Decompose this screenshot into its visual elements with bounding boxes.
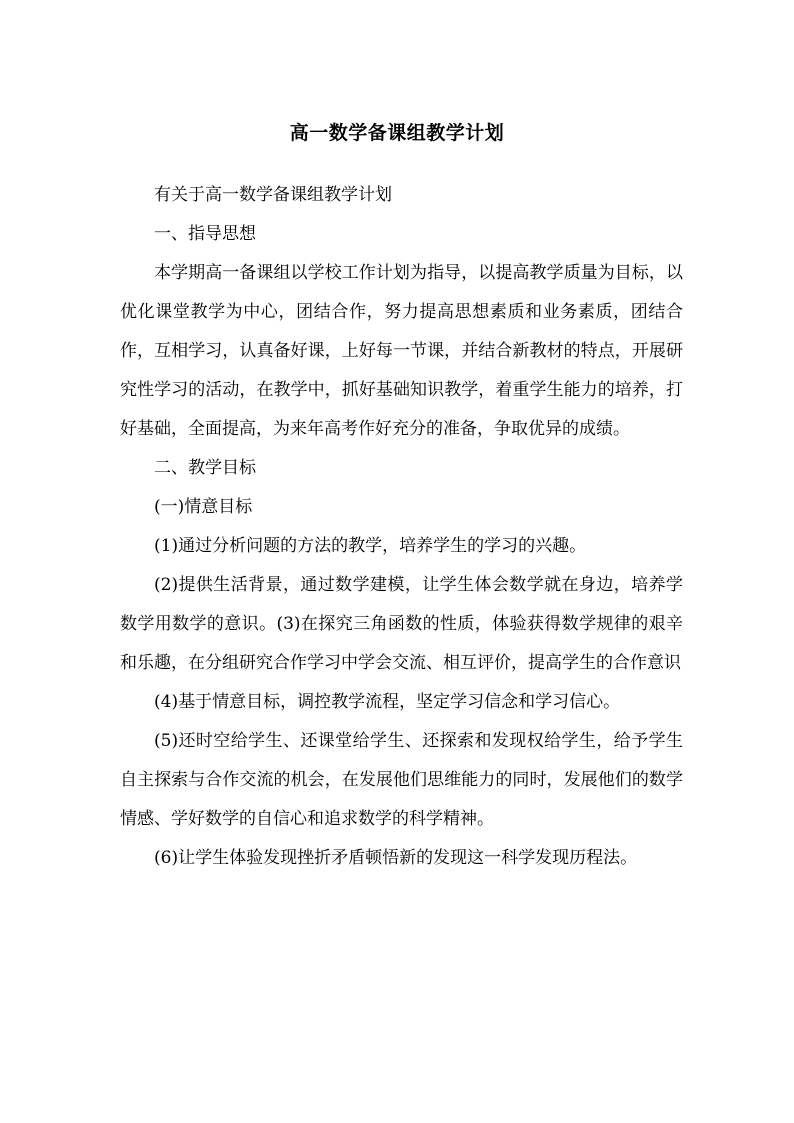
paragraph-guiding-ideology: 本学期高一备课组以学校工作计划为指导，以提高教学质量为目标，以优化课堂教学为中心，团结合作，努力提高思想素质和业务素质，团结合作，互相学习，认真备好课，上好每一节课，并结合新教材的特点，开展研究性学习的活动，在教学中，抓好基础知识教学，着重学生能力的培养，打好基础，全面提高，为来年高考作好充分的准备，争取优异的成绩。 [120,263,683,439]
heading-teaching-goals: 二、教学目标 [154,458,256,478]
list-item-5: (5)还时空给学生、还课堂给学生、还探索和发现权给学生，给予学生自主探索与合作交流的机会，在发展他们思维能力的同时，发展他们的数学情感、学好数学的自信心和追求数学的科学精神。 [120,731,683,829]
document-title: 高一数学备课组教学计划 [289,122,505,144]
list-item-1: (1)通过分析问题的方法的教学，培养学生的学习的兴趣。 [154,536,587,556]
document-body [120,176,683,878]
list-item-2-3: (2)提供生活背景，通过数学建模，让学生体会数学就在身边，培养学数学用数学的意识。(3)在探究三角函数的性质，体验获得数学规律的艰辛和乐趣，在分组研究合作学习中学会交流、相互评价，提高学生的合作意识 [120,575,683,673]
paragraph-intro: 有关于高一数学备课组教学计划 [154,185,392,205]
heading-affective-goals: (一)情意目标 [154,497,253,517]
heading-guiding-ideology: 一、指导思想 [154,224,256,244]
list-item-4: (4)基于情意目标，调控教学流程，坚定学习信念和学习信心。 [154,692,621,712]
list-item-6: (6)让学生体验发现挫折矛盾顿悟新的发现这一科学发现历程法。 [154,848,638,868]
